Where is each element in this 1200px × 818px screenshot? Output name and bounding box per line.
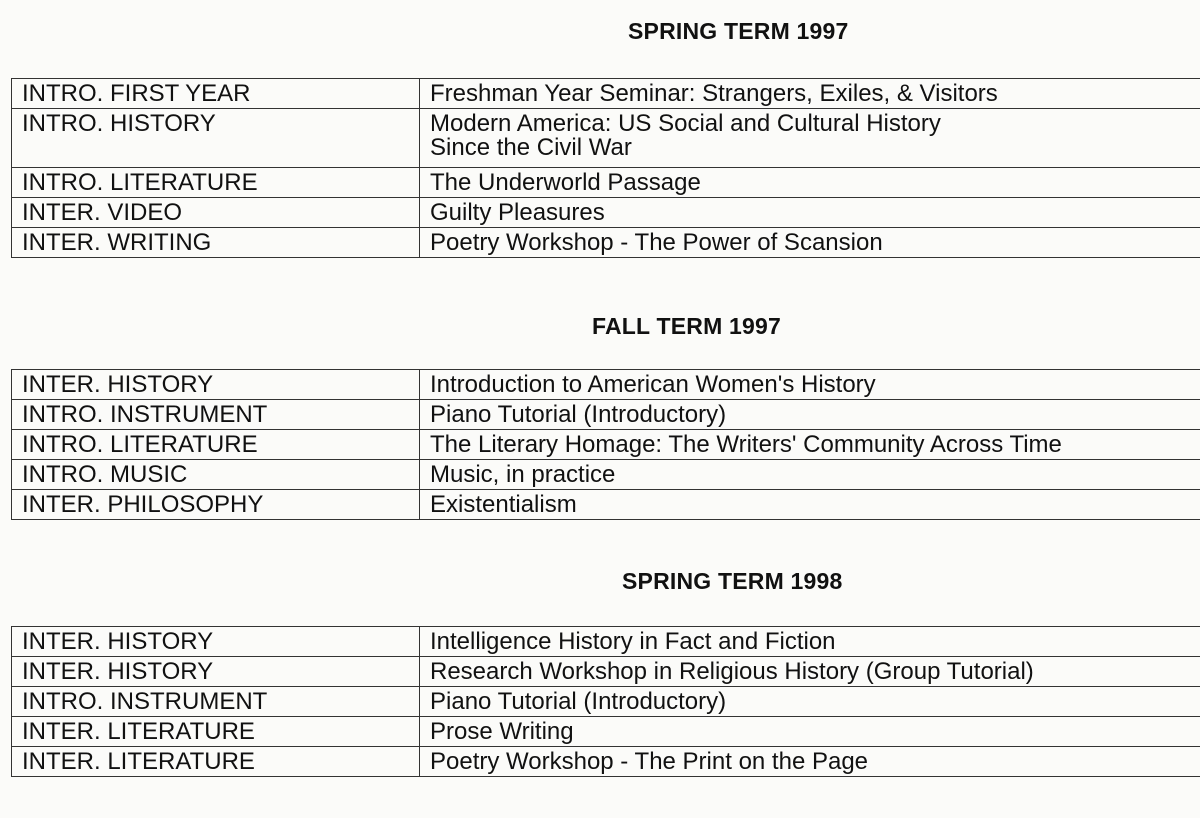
course-table-spring-1998 — [11, 626, 1200, 777]
course-title-cell: Existentialism — [420, 490, 1200, 520]
table-row — [12, 168, 1200, 198]
term-title-spring-1998: SPRING TERM 1998 — [622, 568, 843, 594]
table-row — [12, 79, 1200, 109]
course-level-cell: INTER. LITERATURE — [12, 717, 420, 747]
table-row — [12, 370, 1200, 400]
table-row — [12, 460, 1200, 490]
course-level-cell: INTER. PHILOSOPHY — [12, 490, 420, 520]
course-title-cell: Poetry Workshop - The Print on the Page — [420, 747, 1200, 777]
course-title-cell: Guilty Pleasures — [420, 198, 1200, 228]
course-level-cell: INTER. HISTORY — [12, 627, 420, 657]
course-level-cell: INTER. WRITING — [12, 228, 420, 258]
course-table-spring-1997 — [11, 78, 1200, 258]
table-row — [12, 198, 1200, 228]
course-level-cell: INTRO. FIRST YEAR — [12, 79, 420, 109]
course-level-cell: INTER. LITERATURE — [12, 747, 420, 777]
course-title-cell: Intelligence History in Fact and Fiction — [420, 627, 1200, 657]
course-title-cell: The Underworld Passage — [420, 168, 1200, 198]
course-level-cell: INTRO. LITERATURE — [12, 430, 420, 460]
course-title-cell: Poetry Workshop - The Power of Scansion — [420, 228, 1200, 258]
course-title-cell: Freshman Year Seminar: Strangers, Exiles, & Visitors — [420, 79, 1200, 109]
course-level-cell: INTRO. MUSIC — [12, 460, 420, 490]
table-row — [12, 109, 1200, 168]
table-row — [12, 490, 1200, 520]
course-level-cell: INTER. HISTORY — [12, 657, 420, 687]
course-title-cell: Prose Writing — [420, 717, 1200, 747]
table-row — [12, 400, 1200, 430]
course-title-cell: Piano Tutorial (Introductory) — [420, 400, 1200, 430]
course-title-cell: Introduction to American Women's History — [420, 370, 1200, 400]
course-title-cell: Piano Tutorial (Introductory) — [420, 687, 1200, 717]
course-title-cell: Research Workshop in Religious History (Group Tutorial) — [420, 657, 1200, 687]
table-row — [12, 717, 1200, 747]
course-level-cell: INTRO. LITERATURE — [12, 168, 420, 198]
table-row — [12, 430, 1200, 460]
table-row — [12, 228, 1200, 258]
table-row — [12, 657, 1200, 687]
course-table-fall-1997 — [11, 369, 1200, 520]
table-row — [12, 687, 1200, 717]
course-title-cell: Music, in practice — [420, 460, 1200, 490]
course-level-cell: INTRO. INSTRUMENT — [12, 400, 420, 430]
course-level-cell: INTRO. HISTORY — [12, 109, 420, 168]
course-level-cell: INTER. HISTORY — [12, 370, 420, 400]
table-row — [12, 747, 1200, 777]
course-level-cell: INTER. VIDEO — [12, 198, 420, 228]
term-title-fall-1997: FALL TERM 1997 — [592, 313, 781, 339]
course-level-cell: INTRO. INSTRUMENT — [12, 687, 420, 717]
course-title-cell: The Literary Homage: The Writers' Community Across Time — [420, 430, 1200, 460]
course-title-cell: Modern America: US Social and Cultural History Since the Civil War — [420, 109, 1200, 168]
table-row — [12, 627, 1200, 657]
term-title-spring-1997: SPRING TERM 1997 — [628, 18, 849, 44]
